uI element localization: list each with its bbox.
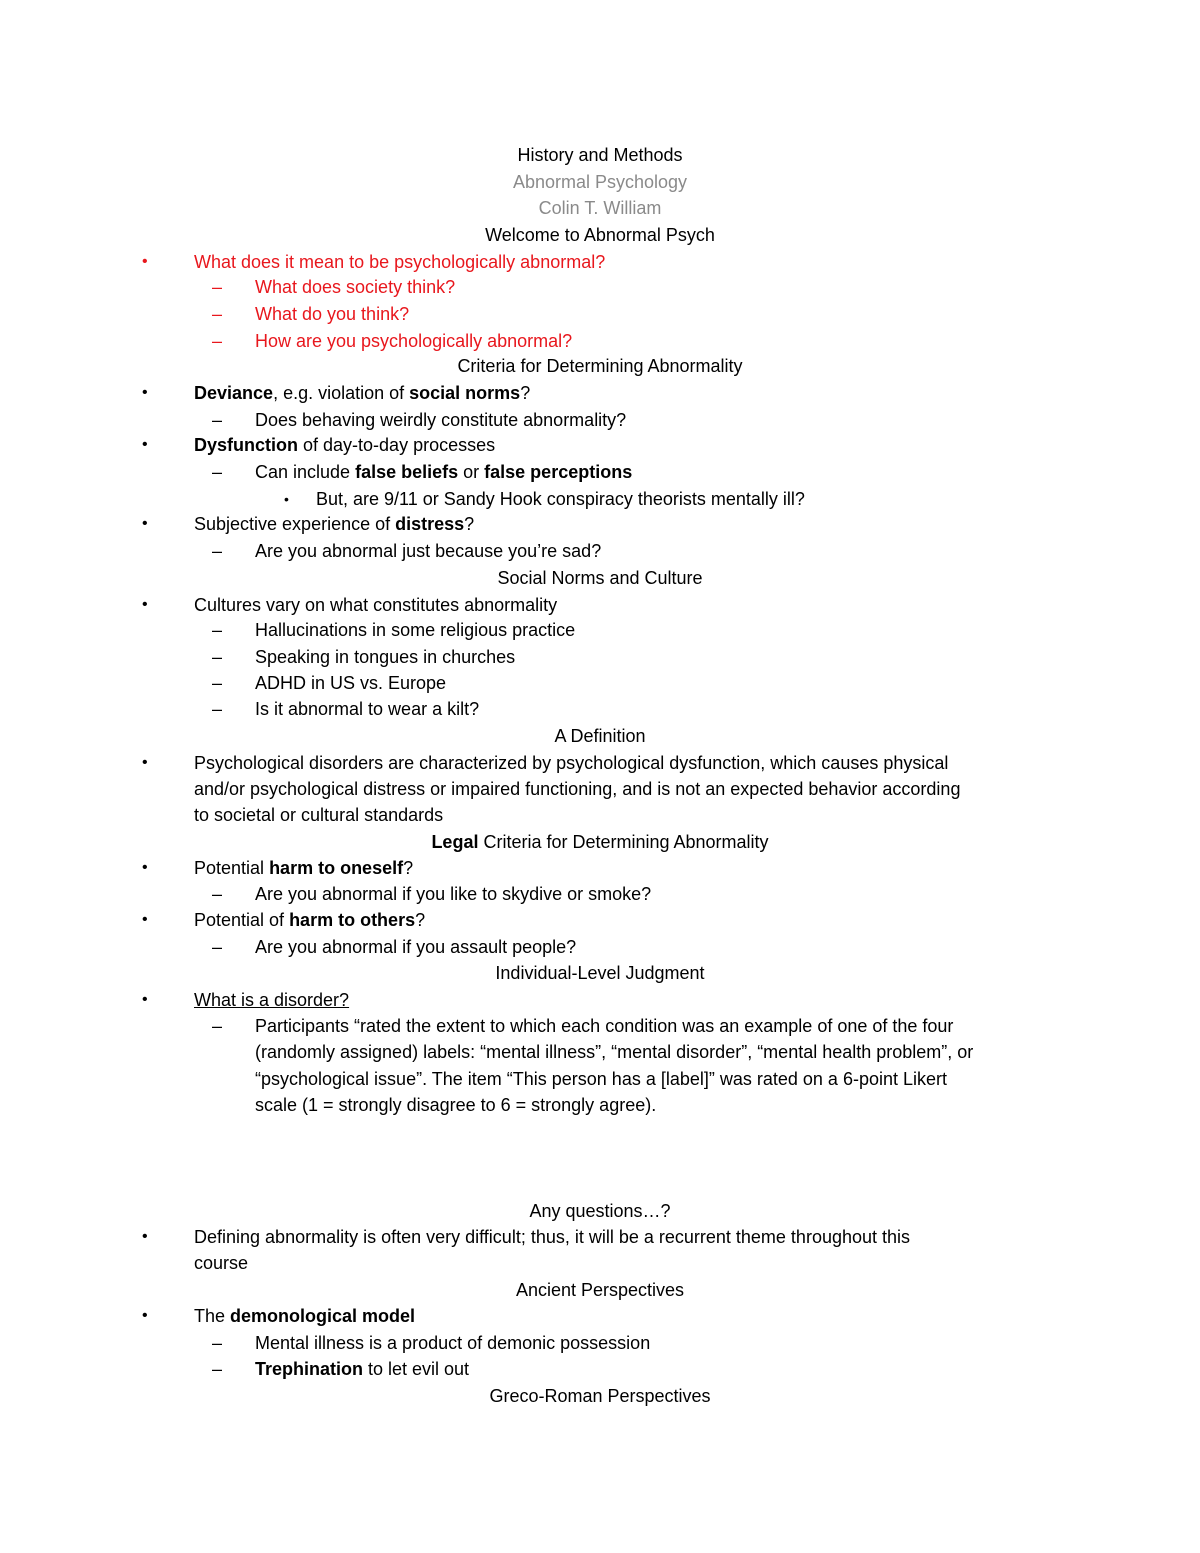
bold-term: social norms bbox=[409, 383, 521, 403]
list-item-text: ADHD in US vs. Europe bbox=[255, 673, 447, 693]
bullet-icon: • bbox=[142, 596, 148, 613]
document-title: History and Methods bbox=[517, 145, 683, 165]
section-heading: Individual-Level Judgment bbox=[495, 963, 705, 983]
list-item-text: Speaking in tongues in churches bbox=[255, 647, 516, 667]
list-item-text: Participants “rated the extent to which each condition was an example of one of the four bbox=[255, 1016, 954, 1036]
list-item-text: Hallucinations in some religious practice bbox=[255, 620, 576, 640]
bold-term: false beliefs bbox=[355, 462, 459, 482]
list-item-text: How are you psychologically abnormal? bbox=[255, 331, 573, 351]
list-item-text: What does society think? bbox=[255, 277, 456, 297]
list-item-text bbox=[194, 856, 413, 880]
bullet-icon: • bbox=[142, 991, 148, 1008]
section-heading bbox=[0, 830, 1200, 854]
section-heading: A Definition bbox=[554, 726, 646, 746]
list-item-text bbox=[194, 908, 425, 932]
list-item-text: What does it mean to be psychologically abnormal? bbox=[194, 252, 606, 272]
list-item-continuation: and/or psychological distress or impaired functioning, and is not an expected behavior according bbox=[194, 779, 961, 799]
text-run: of day-to-day processes bbox=[298, 435, 496, 455]
course-name: Abnormal Psychology bbox=[512, 172, 688, 192]
list-item-text bbox=[194, 433, 495, 457]
text-run: ? bbox=[403, 858, 414, 878]
list-item-text bbox=[194, 512, 474, 536]
dash-icon: – bbox=[212, 1016, 223, 1036]
text-run: ? bbox=[520, 383, 531, 403]
bold-term: distress bbox=[395, 514, 465, 534]
bold-term: Deviance bbox=[194, 383, 274, 403]
text-run: ? bbox=[464, 514, 475, 534]
list-item-text bbox=[255, 1357, 469, 1381]
text-run: Can include bbox=[255, 462, 356, 482]
section-heading: Any questions…? bbox=[529, 1201, 671, 1221]
sub-bullet-icon: • bbox=[284, 491, 289, 507]
bullet-icon: • bbox=[142, 253, 148, 270]
text-run: Potential of bbox=[194, 910, 290, 930]
dash-icon: – bbox=[212, 1333, 223, 1353]
text-run: to let evil out bbox=[363, 1359, 470, 1379]
list-item-text bbox=[194, 381, 530, 405]
list-item-text bbox=[194, 1304, 415, 1328]
bullet-icon: • bbox=[142, 436, 148, 453]
list-item-text: But, are 9/11 or Sandy Hook conspiracy theorists mentally ill? bbox=[316, 489, 805, 509]
dash-icon: – bbox=[212, 620, 223, 640]
list-item-text: Are you abnormal just because you’re sad? bbox=[255, 541, 602, 561]
list-item-text: What is a disorder? bbox=[194, 990, 350, 1010]
text-run: The bbox=[194, 1306, 231, 1326]
list-item-text: Are you abnormal if you assault people? bbox=[255, 937, 577, 957]
section-heading: Welcome to Abnormal Psych bbox=[485, 225, 715, 245]
dash-icon: – bbox=[212, 541, 223, 561]
bullet-icon: • bbox=[142, 1307, 148, 1324]
bold-term: Trephination bbox=[255, 1359, 363, 1379]
text-run: , e.g. violation of bbox=[273, 383, 410, 403]
dash-icon: – bbox=[212, 462, 223, 482]
list-item-continuation: “psychological issue”. The item “This person has a [label]” was rated on a 6-point Likert bbox=[255, 1069, 947, 1089]
list-item-text: Psychological disorders are characterized by psychological dysfunction, which causes physical bbox=[194, 753, 949, 773]
dash-icon: – bbox=[212, 884, 223, 904]
heading-bold-term: Legal bbox=[431, 832, 479, 852]
list-item-text: Mental illness is a product of demonic possession bbox=[255, 1333, 651, 1353]
dash-icon: – bbox=[212, 699, 223, 719]
bullet-icon: • bbox=[142, 911, 148, 928]
bold-term: harm to oneself bbox=[269, 858, 404, 878]
list-item-continuation: course bbox=[194, 1253, 249, 1273]
list-item-text: Are you abnormal if you like to skydive or smoke? bbox=[255, 884, 652, 904]
list-item-text: Does behaving weirdly constitute abnormality? bbox=[255, 410, 627, 430]
author-name: Colin T. William bbox=[538, 198, 662, 218]
bullet-icon: • bbox=[142, 384, 148, 401]
bold-term: demonological model bbox=[230, 1306, 416, 1326]
dash-icon: – bbox=[212, 673, 223, 693]
dash-icon: – bbox=[212, 937, 223, 957]
text-run: Potential bbox=[194, 858, 270, 878]
dash-icon: – bbox=[212, 1359, 223, 1379]
section-heading: Greco-Roman Perspectives bbox=[489, 1386, 711, 1406]
dash-icon: – bbox=[212, 304, 223, 324]
text-run: Subjective experience of bbox=[194, 514, 396, 534]
text-run: or bbox=[458, 462, 485, 482]
list-item-continuation: (randomly assigned) labels: “mental illness”, “mental disorder”, “mental health problem”, or bbox=[255, 1042, 974, 1062]
section-heading: Criteria for Determining Abnormality bbox=[457, 356, 743, 376]
bullet-icon: • bbox=[142, 754, 148, 771]
bold-term: harm to others bbox=[289, 910, 416, 930]
list-item-text: Is it abnormal to wear a kilt? bbox=[255, 699, 480, 719]
bullet-icon: • bbox=[142, 515, 148, 532]
bullet-icon: • bbox=[142, 1228, 148, 1245]
dash-icon: – bbox=[212, 277, 223, 297]
list-item-continuation: to societal or cultural standards bbox=[194, 805, 444, 825]
text-run: ? bbox=[415, 910, 426, 930]
section-heading: Ancient Perspectives bbox=[515, 1280, 685, 1300]
list-item-text bbox=[255, 460, 632, 484]
section-heading: Social Norms and Culture bbox=[497, 568, 703, 588]
dash-icon: – bbox=[212, 331, 223, 351]
bold-term: Dysfunction bbox=[194, 435, 299, 455]
bold-term: false perceptions bbox=[484, 462, 633, 482]
list-item-text: Cultures vary on what constitutes abnormality bbox=[194, 595, 558, 615]
dash-icon: – bbox=[212, 647, 223, 667]
bullet-icon: • bbox=[142, 859, 148, 876]
list-item-text: Defining abnormality is often very difficult; thus, it will be a recurrent theme throughout this bbox=[194, 1227, 911, 1247]
dash-icon: – bbox=[212, 410, 223, 430]
list-item-text: What do you think? bbox=[255, 304, 410, 324]
heading-text: Criteria for Determining Abnormality bbox=[478, 832, 769, 852]
list-item-continuation: scale (1 = strongly disagree to 6 = strongly agree). bbox=[255, 1095, 657, 1115]
